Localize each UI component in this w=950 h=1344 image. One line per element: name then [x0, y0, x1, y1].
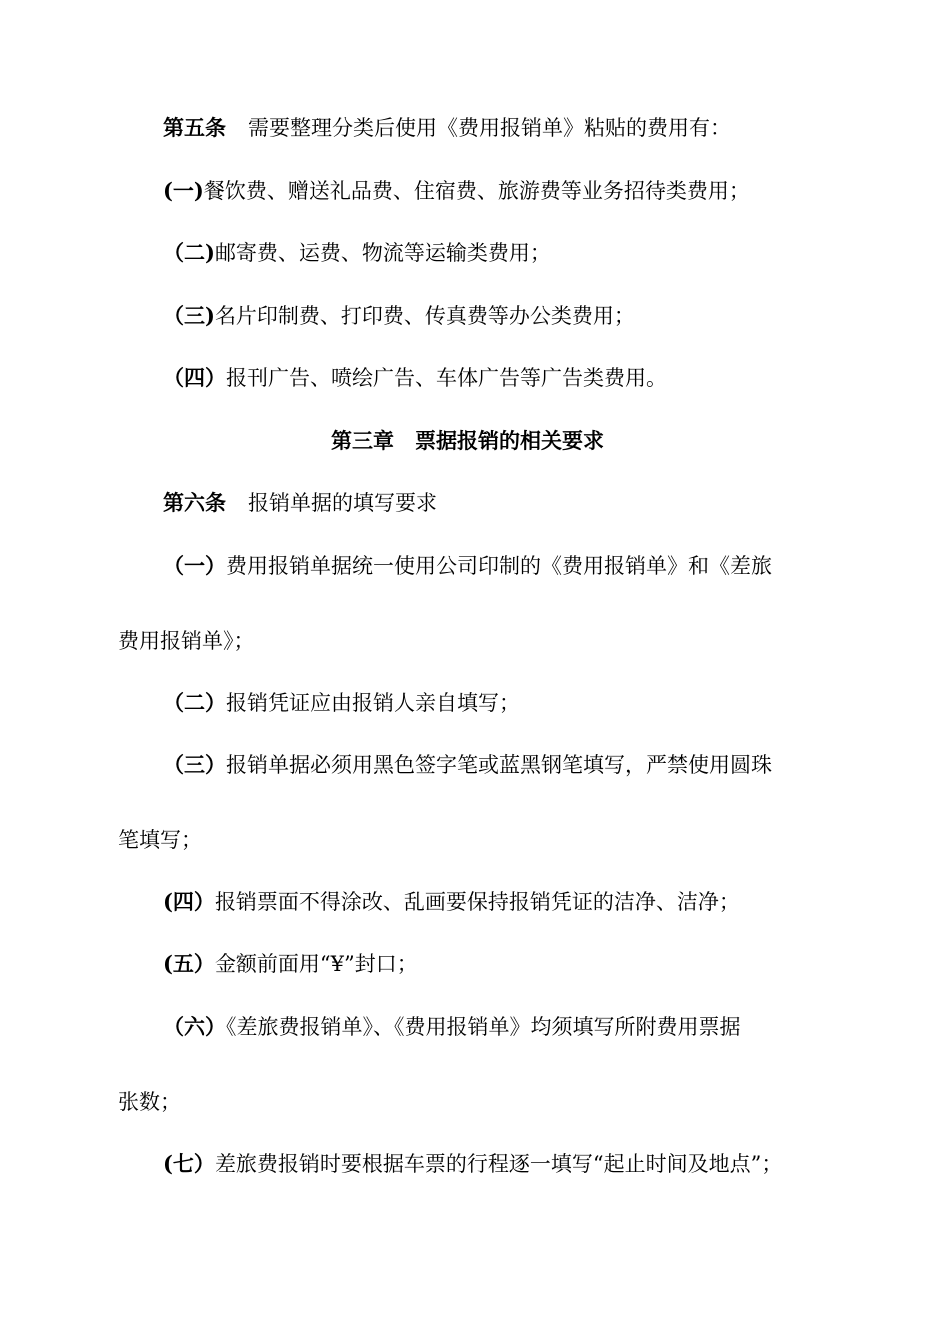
article-6-item-continuation: 费用报销单》； — [118, 629, 255, 653]
article-6-label: 第六条 — [163, 490, 226, 515]
article-6-item-continuation: 张数； — [118, 1090, 181, 1114]
article-5-item: （四）报刊广告、喷绘广告、车体广告等广告类费用。 — [163, 365, 667, 390]
article-6-item: (四）报销票面不得涂改、乱画要保持报销凭证的洁净、洁净； — [163, 889, 740, 914]
article-6-item: （二）报销凭证应由报销人亲自填写； — [163, 690, 520, 715]
article-5-item: （二)邮寄费、运费、物流等运输类费用； — [163, 240, 551, 265]
article-5-text: 需要整理分类后使用《费用报销单》粘贴的费用有： — [248, 116, 731, 140]
article-6-item: (七）差旅费报销时要根据车票的行程逐一填写“起止时间及地点”； — [163, 1151, 783, 1176]
article-6-heading-line — [163, 490, 437, 516]
article-6-item-continuation: 笔填写； — [118, 828, 202, 852]
article-5-item: （三)名片印制费、打印费、传真费等办公类费用； — [163, 303, 635, 328]
article-6-text: 报销单据的填写要求 — [248, 491, 437, 515]
article-5-heading-line — [163, 115, 731, 141]
article-5-label: 第五条 — [163, 115, 226, 140]
article-5-item: (一)餐饮费、赠送礼品费、住宿费、旅游费等业务招待类费用； — [163, 178, 750, 203]
article-6-item: （六）《差旅费报销单》、《费用报销单》均须填写所附费用票据 — [163, 1014, 741, 1039]
article-6-item: （一）费用报销单据统一使用公司印制的《费用报销单》和《差旅 — [163, 553, 772, 578]
article-6-item: (五）金额前面用“¥”封口； — [163, 951, 418, 976]
article-6-item: （三）报销单据必须用黑色签字笔或蓝黑钢笔填写，严禁使用圆珠 — [163, 752, 772, 777]
chapter-3-title: 第三章 票据报销的相关要求 — [331, 428, 604, 453]
